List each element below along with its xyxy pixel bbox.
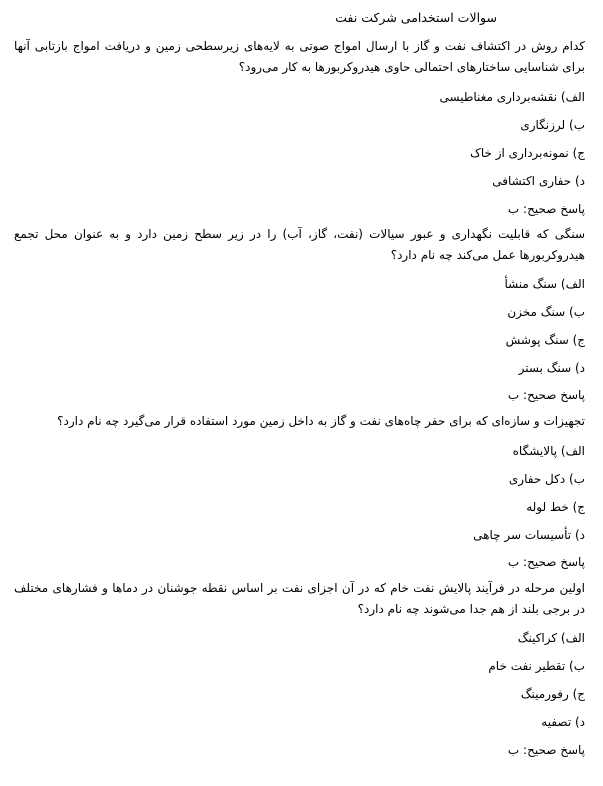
question-3-option-d: د) تأسیسات سر چاهی	[473, 528, 585, 542]
question-4-option-c: ج) رفورمینگ	[520, 687, 585, 701]
question-2-text: سنگی که قابلیت نگهداری و عبور سیالات (نفت، گاز، آب) را در زیر سطح زمین دارد و به عنوان محل تجمع هیدروکربورها عمل می‌کند چه نام دارد؟	[14, 227, 585, 262]
question-1-option-d: د) حفاری اکتشافی	[492, 174, 585, 188]
question-4-option-b: ب) تقطیر نفت خام	[488, 659, 585, 673]
question-4-option-d: د) تصفیه	[541, 715, 585, 729]
question-4-option-a: الف) کراکینگ	[517, 631, 585, 645]
question-2-option-a: الف) سنگ منشأ	[504, 277, 585, 291]
question-2-option-b: ب) سنگ مخزن	[507, 305, 585, 319]
question-3-option-c: ج) خط لوله	[526, 500, 585, 514]
question-2-option-c: ج) سنگ پوشش	[505, 333, 585, 347]
document-page	[14, 0, 585, 786]
question-3-answer: پاسخ صحیح: ب	[507, 555, 585, 569]
question-1-option-a: الف) نقشه‌برداری مغناطیسی	[439, 90, 585, 104]
question-3-option-a: الف) پالایشگاه	[512, 444, 585, 458]
question-1-option-c: ج) نمونه‌برداری از خاک	[470, 146, 585, 160]
page-title: سوالات استخدامی شرکت نفت	[335, 10, 497, 25]
question-3-text: تجهیزات و سازه‌ای که برای حفر چاه‌های نفت و گاز به داخل زمین مورد استفاده قرار می‌گیرد چه نام دارد؟	[57, 414, 585, 428]
question-3-option-b: ب) دکل حفاری	[508, 472, 585, 486]
question-1-answer: پاسخ صحیح: ب	[507, 202, 585, 216]
question-2-option-d: د) سنگ بستر	[518, 361, 585, 375]
question-2-answer: پاسخ صحیح: ب	[507, 388, 585, 402]
question-4-answer: پاسخ صحیح: ب	[507, 743, 585, 757]
question-4-text: اولین مرحله در فرآیند پالایش نفت خام که در آن اجزای نفت بر اساس نقطه جوشنان در دماها و فشارهای مختلف در برجی بلند از هم جدا می‌شوند چه نام دارد؟	[14, 581, 585, 616]
question-1-option-b: ب) لرزنگاری	[520, 118, 585, 132]
question-1-text: کدام روش در اکتشاف نفت و گاز با ارسال امواج صوتی به لایه‌های زیرسطحی زمین و دریافت امواج بازتابی آنها برای شناسایی ساختارهای احتمالی حاوی هیدروکربورها به کار می‌رود؟	[14, 39, 585, 74]
